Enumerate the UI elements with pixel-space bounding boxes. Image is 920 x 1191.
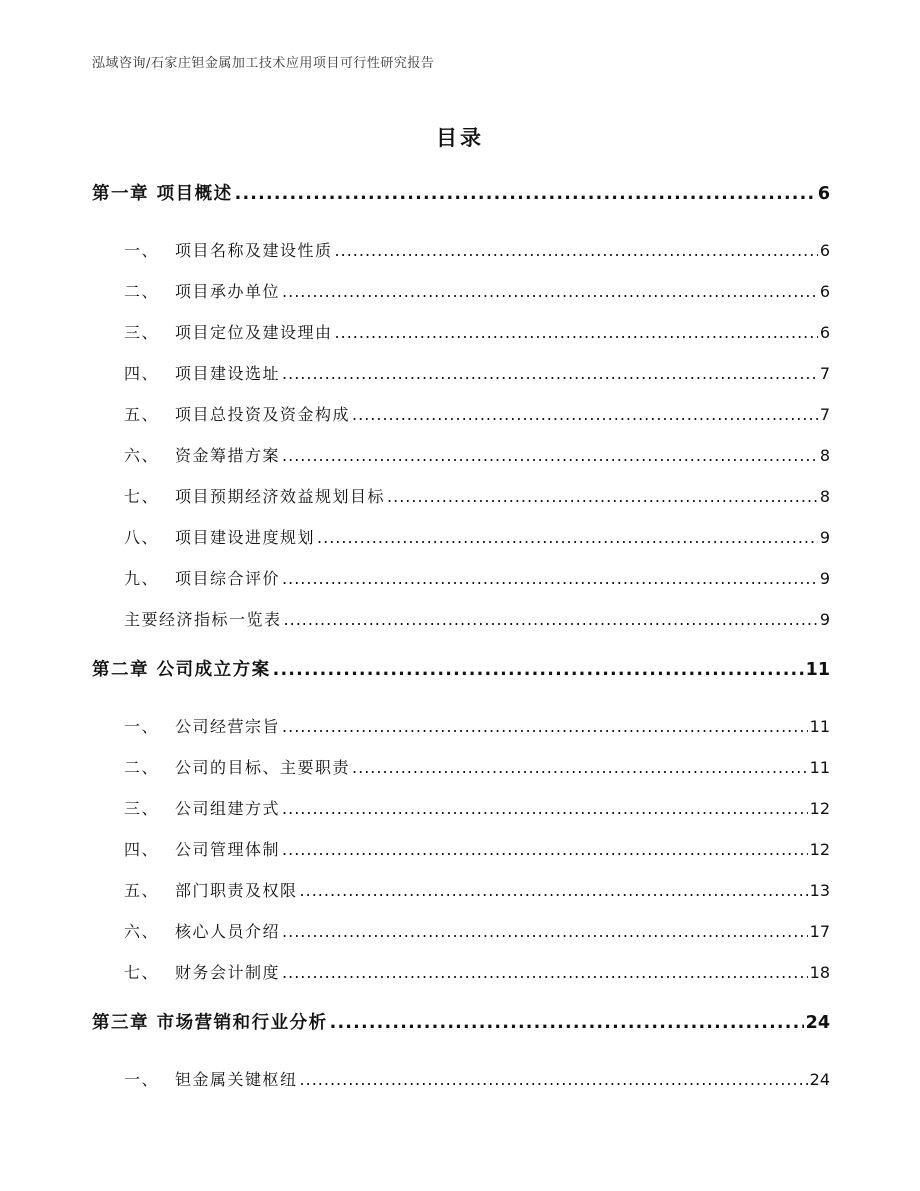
page-number: 17: [809, 922, 830, 941]
dot-leader: [282, 282, 818, 301]
section-number: 二、: [124, 758, 160, 777]
section-number: 七、: [124, 963, 160, 982]
toc-section-entry[interactable]: [92, 238, 830, 279]
dot-leader: [282, 963, 808, 982]
section-number: 一、: [124, 1070, 160, 1089]
section-number: 六、: [124, 446, 160, 465]
section-title: [124, 755, 350, 778]
section-label: 财务会计制度: [175, 963, 281, 982]
section-number: 九、: [124, 569, 160, 588]
page-number: 7: [819, 364, 830, 383]
toc-chapter-entry[interactable]: [92, 1009, 830, 1049]
page-number: 9: [819, 569, 830, 588]
section-title: [124, 1067, 298, 1090]
page-number: 8: [819, 446, 830, 465]
page-header: 泓域咨询/石家庄钽金属加工技术应用项目可行性研究报告: [92, 56, 435, 71]
dot-leader: [282, 364, 818, 383]
dot-leader: [335, 323, 818, 342]
section-label: 公司经营宗旨: [175, 717, 281, 736]
section-label: 公司管理体制: [175, 840, 281, 859]
page-number: 24: [809, 1070, 830, 1089]
section-number: 三、: [124, 323, 160, 342]
toc-section-entry[interactable]: [92, 484, 830, 525]
section-title: [124, 279, 280, 302]
section-label: 项目总投资及资金构成: [175, 405, 351, 424]
section-label: 公司组建方式: [175, 799, 281, 818]
page-number: 6: [819, 323, 830, 342]
chapter-title: 第二章 公司成立方案: [92, 660, 271, 680]
page-number: 13: [809, 881, 830, 900]
toc-section-entry[interactable]: [92, 361, 830, 402]
section-title: [124, 238, 333, 261]
toc-section-entry[interactable]: [92, 837, 830, 878]
section-title: [124, 878, 298, 901]
section-number: 八、: [124, 528, 160, 547]
dot-leader: [317, 528, 818, 547]
section-number: 五、: [124, 405, 160, 424]
page-number: 11: [809, 758, 830, 777]
dot-leader: [330, 1013, 804, 1033]
toc-section-entry[interactable]: [92, 607, 830, 648]
toc-section-entry[interactable]: [92, 443, 830, 484]
section-label: 项目建设选址: [175, 364, 281, 383]
chapter-title: 第三章 市场营销和行业分析: [92, 1013, 328, 1033]
dot-leader: [282, 446, 818, 465]
toc-section-entry[interactable]: [92, 878, 830, 919]
section-title: [124, 796, 280, 819]
toc-section-entry[interactable]: [92, 960, 830, 1001]
section-title: [124, 320, 333, 343]
toc-section-entry[interactable]: [92, 566, 830, 607]
section-title: [124, 525, 315, 548]
toc-section-entry[interactable]: [92, 402, 830, 443]
section-label: 项目定位及建设理由: [175, 323, 333, 342]
section-label: 项目预期经济效益规划目标: [175, 487, 386, 506]
section-number: 四、: [124, 840, 160, 859]
section-label: 钽金属关键枢纽: [175, 1070, 298, 1089]
page-number: 12: [809, 799, 830, 818]
section-label: 项目承办单位: [175, 282, 281, 301]
section-number: 七、: [124, 487, 160, 506]
section-label: 部门职责及权限: [175, 881, 298, 900]
section-number: 二、: [124, 282, 160, 301]
section-title: [124, 361, 280, 384]
page-number: 9: [819, 610, 830, 629]
section-number: 四、: [124, 364, 160, 383]
section-label: 资金筹措方案: [175, 446, 281, 465]
dot-leader: [300, 881, 808, 900]
section-number: 六、: [124, 922, 160, 941]
dot-leader: [282, 840, 808, 859]
dot-leader: [300, 1070, 808, 1089]
toc-chapter-entry[interactable]: [92, 180, 830, 220]
table-of-contents: [92, 180, 830, 1108]
page-number: 6: [819, 282, 830, 301]
page-number: 6: [817, 184, 830, 204]
section-label: 核心人员介绍: [175, 922, 281, 941]
dot-leader: [282, 799, 808, 818]
section-title: [124, 566, 280, 589]
toc-section-entry[interactable]: [92, 796, 830, 837]
section-number: 五、: [124, 881, 160, 900]
dot-leader: [284, 610, 818, 629]
section-title: [124, 714, 280, 737]
section-title: [124, 607, 282, 630]
page-number: 6: [819, 241, 830, 260]
toc-section-entry[interactable]: [92, 755, 830, 796]
section-number: 一、: [124, 241, 160, 260]
toc-section-entry[interactable]: [92, 714, 830, 755]
toc-section-entry[interactable]: [92, 525, 830, 566]
section-title: [124, 402, 350, 425]
page-number: 18: [809, 963, 830, 982]
toc-chapter-entry[interactable]: [92, 656, 830, 696]
chapter-title: 第一章 项目概述: [92, 184, 233, 204]
dot-leader: [273, 660, 804, 680]
section-label: 项目建设进度规划: [175, 528, 316, 547]
section-title: [124, 837, 280, 860]
section-title: [124, 919, 280, 942]
toc-title: 目录: [436, 126, 484, 150]
dot-leader: [352, 758, 808, 777]
toc-section-entry[interactable]: [92, 320, 830, 361]
page-number: 8: [819, 487, 830, 506]
toc-section-entry[interactable]: [92, 279, 830, 320]
dot-leader: [282, 717, 808, 736]
section-label: 公司的目标、主要职责: [175, 758, 351, 777]
page-number: 11: [805, 660, 830, 680]
dot-leader: [282, 569, 818, 588]
dot-leader: [387, 487, 818, 506]
dot-leader: [352, 405, 818, 424]
section-label: 项目名称及建设性质: [175, 241, 333, 260]
section-label: 主要经济指标一览表: [124, 610, 282, 629]
section-title: [124, 960, 280, 983]
section-title: [124, 484, 385, 507]
dot-leader: [235, 184, 816, 204]
dot-leader: [282, 922, 808, 941]
section-label: 项目综合评价: [175, 569, 281, 588]
page-number: 9: [819, 528, 830, 547]
dot-leader: [335, 241, 818, 260]
section-number: 一、: [124, 717, 160, 736]
page-number: 11: [809, 717, 830, 736]
toc-section-entry[interactable]: [92, 919, 830, 960]
toc-section-entry[interactable]: [92, 1067, 830, 1108]
page-number: 7: [819, 405, 830, 424]
section-title: [124, 443, 280, 466]
page-number: 24: [805, 1013, 830, 1033]
section-number: 三、: [124, 799, 160, 818]
page-number: 12: [809, 840, 830, 859]
